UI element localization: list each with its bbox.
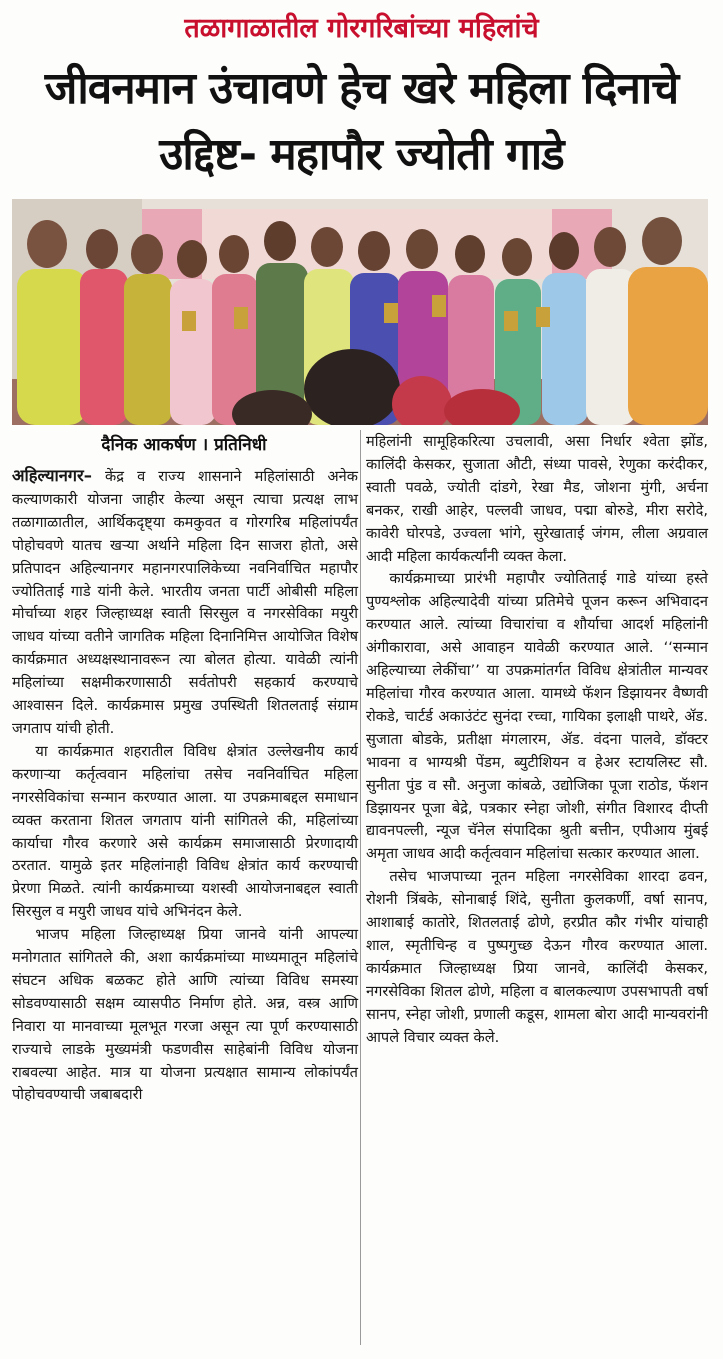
paragraph-3: भाजप महिला जिल्हाध्यक्ष प्रिया जानवे यांनी आपल्या मनोगतात सांगितले की, अशा कार्यक्रमांच्या माध्यमातून महिलांचे संघटन अधिक बळकट होते आणि त्यांच्या विविध समस्या सोडवण्यासाठी सक्षम व्यासपीठ निर्माण होते. अन्न, वस्त्र आणि निवारा या मानवाच्या मूलभूत गरजा असून त्या पूर्ण करण्यासाठी राज्याचे लाडके मुख्यमंत्री फडणवीस साहेबांनी विविध योजना राबवल्या आहेत. मात्र या योजना प्रत्यक्षात सामान्य लोकांपर्यंत पोहोचवण्याची जबाबदारी: [12, 926, 358, 1104]
event-photo: [12, 199, 708, 425]
headline-line-2: उद्दिष्ट- महापौर ज्योती गाडे: [159, 129, 564, 180]
paragraph-1: [12, 465, 358, 741]
article-column-right: [366, 431, 708, 1049]
headline-line-1: जीवनमान उंचावणे हेच खरे महिला दिनाचे: [44, 63, 679, 114]
paragraph-6: तसेच भाजपाच्या नूतन महिला नगरसेविका शारदा ढवन, रोशनी त्रिंबके, सोनाबाई शिंदे, सुनीता कुलकर्णी, वर्षा सानप, आशाबाई कातोरे, शितलताई ढोणे, हरप्रीत कौर गंभीर यांचाही शाल, स्मृतीचिन्ह व पुष्पगुच्छ देऊन गौरव करण्यात आला. कार्यक्रमात जिल्हाध्यक्ष प्रिया जानवे, कालिंदी केसकर, नगरसेविका शितल ढोणे, महिला व बालकल्याण उपसभापती वर्षा सानप, स्नेहा जोशी, प्रणाली कडूस, शामला बोरा आदी मान्यवरांनी आपले विचार व्यक्त केले.: [366, 868, 708, 1046]
paragraph-2: या कार्यक्रमात शहरातील विविध क्षेत्रांत उल्लेखनीय कार्य करणाऱ्या कर्तृत्ववान महिलांचा तसेच नवनिर्वाचित महिला नगरसेविकांचा सन्मान करण्यात आला. या उपक्रमाबद्दल समाधान व्यक्त करताना शितल जगताप यांनी सांगितले की, महिलांच्या कार्याचा गौरव करणारे असे कार्यक्रम समाजासाठी प्रेरणादायी ठरतात. यामुळे इतर महिलांनाही विविध क्षेत्रांत कार्य करण्याची प्रेरणा मिळते. त्यांनी कार्यक्रमाच्या यशस्वी आयोजनाबद्दल स्वाती सिरसुल व मयुरी जाधव यांचे अभिनंदन केले.: [12, 742, 358, 921]
group-photo-illustration: [12, 199, 708, 425]
kicker-headline: तळागाळातील गोरगरिबांच्या महिलांचे: [184, 13, 539, 44]
paragraph-1-text: केंद्र व राज्य शासनाने महिलांसाठी अनेक कल्याणकारी योजना जाहीर केल्या असून त्याचा प्रत्यक्ष लाभ तळागाळातील, आर्थिकदृष्ट्या कमकुवत व गोरगरिब महिलांपर्यंत पोहोचवणे यातच खऱ्या अर्थाने महिला दिन साजरा होतो, असे प्रतिपादन अहिल्यानगर महानगरपालिकेच्या नवनिर्वाचित महापौर ज्योतिताई गाडे यांनी केले. भारतीय जनता पार्टी ओबीसी महिला मोर्चाच्या शहर जिल्हाध्यक्ष स्वाती सिरसुल व नगरसेविका मयुरी जाधव यांच्या वतीने जागतिक महिला दिनानिमित्त आयोजित विशेष कार्यक्रमात अध्यक्षस्थानावरून त्या बोलत होत्या. यावेळी त्यांनी महिलांच्या सक्षमीकरणासाठी सर्वतोपरी सहकार्य करण्याचे आश्वासन दिले. कार्यक्रमास प्रमुख उपस्थिती शितलताई संग्राम जगताप यांची होती.: [12, 468, 358, 737]
paragraph-5: कार्यक्रमाच्या प्रारंभी महापौर ज्योतिताई गाडे यांच्या हस्ते पुण्यश्लोक अहिल्यादेवी यांच्या प्रतिमेचे पूजन करून अभिवादन करण्यात आले. त्यांच्या विचारांचा व शौर्याचा आदर्श महिलांनी अंगीकारावा, असे आवाहन यावेळी करण्यात आले. ‘‘सन्मान अहिल्याच्या लेकींचा’’ या उपक्रमांतर्गत विविध क्षेत्रांतील मान्यवर महिलांचा गौरव करण्यात आला. यामध्ये फॅशन डिझायनर वैष्णवी रोकडे, चार्टर्ड अकाउंटंट सुनंदा रच्चा, गायिका इलाक्षी पाथरे, ॲड. सुजाता बोडके, प्रतीक्षा मंगलारम, ॲड. वंदना पालवे, डॉक्टर भावना व भाग्यश्री पेंडम, ब्युटीशियन व हेअर स्टायलिस्ट सौ. सुनीता पुंड व सौ. अनुजा कांबळे, उद्योजिका पूजा राठोड, फॅशन डिझायनर पूजा बेद्रे, पत्रकार स्नेहा जोशी, संगीत विशारद दीप्ती द्यावनपल्ली, न्यूज चॅनेल संपादिका श्रुती बत्तीन, एपीआय मुंबई अमृता जाधव आदी कर्तृत्ववान महिलांचा सत्कार करण्यात आला.: [366, 570, 708, 863]
dateline: अहिल्यानगर–: [12, 466, 92, 485]
paragraph-4: महिलांनी सामूहिकरित्या उचलावी, असा निर्धार श्वेता झोंड, कालिंदी केसकर, सुजाता औटी, संध्या पावसे, रेणुका करंदीकर, स्वाती पवळे, ज्योती दांडगे, रेखा मैड, जोशना मुंगी, अर्चना बनकर, राखी आहेर, पल्लवी जाधव, पद्मा बोरुडे, मीरा सरोदे, कावेरी घोरपडे, उज्वला भांगे, सुरेखाताई जंगम, लीला अग्रवाल आदी महिला कार्यकर्त्यांनी व्यक्त केला.: [366, 433, 708, 565]
main-headline: [0, 56, 723, 188]
article-column-left: [12, 465, 358, 1107]
byline: दैनिक आकर्षण । प्रतिनिधी: [101, 435, 267, 455]
column-divider: [360, 430, 361, 1345]
